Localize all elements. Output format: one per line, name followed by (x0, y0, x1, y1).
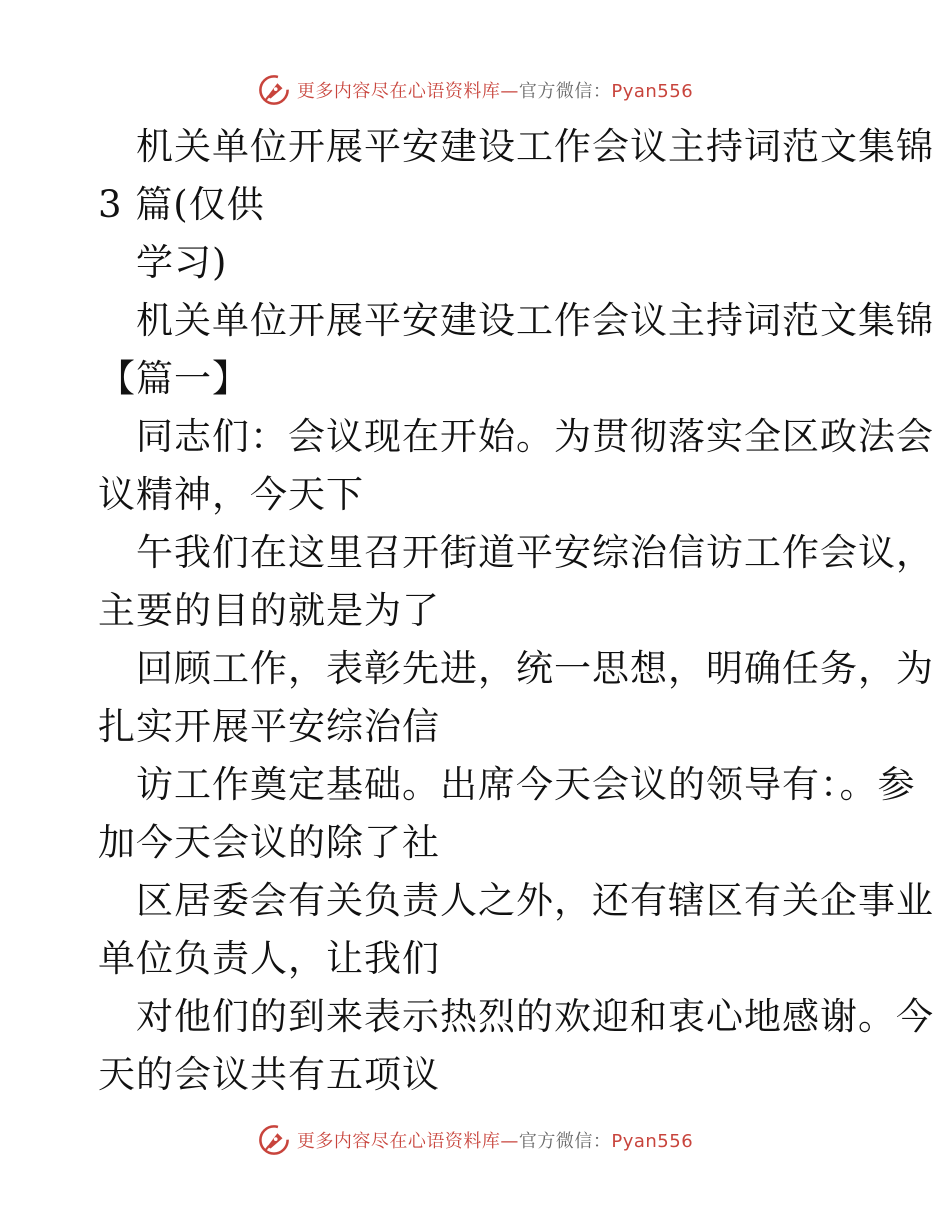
paragraph-line: 天的会议共有五项议 (98, 1053, 440, 1096)
title-line-3: 学习) (136, 241, 228, 284)
header-watermark-banner (0, 70, 950, 110)
paragraph-line: 议精神，今天下 (98, 473, 364, 516)
watermark-main-text: 更多内容尽在心语资料库 (296, 1131, 501, 1152)
watermark-dash: — (500, 81, 519, 102)
watermark-wechat-label: 官方微信： (518, 1131, 612, 1152)
paragraph-line: 单位负责人，让我们 (98, 937, 440, 980)
pen-nib-logo-icon (257, 73, 291, 107)
watermark-dash: — (500, 1131, 519, 1152)
paragraph-line: 同志们：会议现在开始。为贯彻落实全区政法会 (136, 415, 934, 458)
paragraph-line: 扎实开展平安综治信 (98, 705, 440, 748)
paragraph-line: 对他们的到来表示热烈的欢迎和衷心地感谢。今 (136, 995, 934, 1038)
watermark-main-text: 更多内容尽在心语资料库 (296, 81, 501, 102)
section-heading: 【篇一】 (98, 357, 250, 400)
paragraph-line: 访工作奠定基础。出席今天会议的领导有：。参 (136, 763, 916, 806)
watermark-text (297, 1127, 693, 1153)
watermark-wechat-label: 官方微信： (518, 81, 612, 102)
watermark-wechat-id: Pyan556 (611, 1131, 694, 1152)
footer-watermark-banner (0, 1120, 950, 1160)
paragraph-line: 回顾工作，表彰先进，统一思想，明确任务，为 (136, 647, 934, 690)
title-line-1: 机关单位开展平安建设工作会议主持词范文集锦 (136, 125, 934, 168)
pen-nib-logo-icon (257, 1123, 291, 1157)
paragraph-line: 区居委会有关负责人之外，还有辖区有关企事业 (136, 879, 934, 922)
section-title-line: 机关单位开展平安建设工作会议主持词范文集锦 (136, 299, 934, 342)
paragraph-line: 加今天会议的除了社 (98, 821, 440, 864)
watermark-text (297, 77, 693, 103)
document-body (98, 118, 934, 1104)
title-line-2: 3 篇(仅供 (98, 183, 265, 226)
watermark-wechat-id: Pyan556 (611, 81, 694, 102)
paragraph-line: 午我们在这里召开街道平安综治信访工作会议， (136, 531, 934, 574)
paragraph-line: 主要的目的就是为了 (98, 589, 440, 632)
